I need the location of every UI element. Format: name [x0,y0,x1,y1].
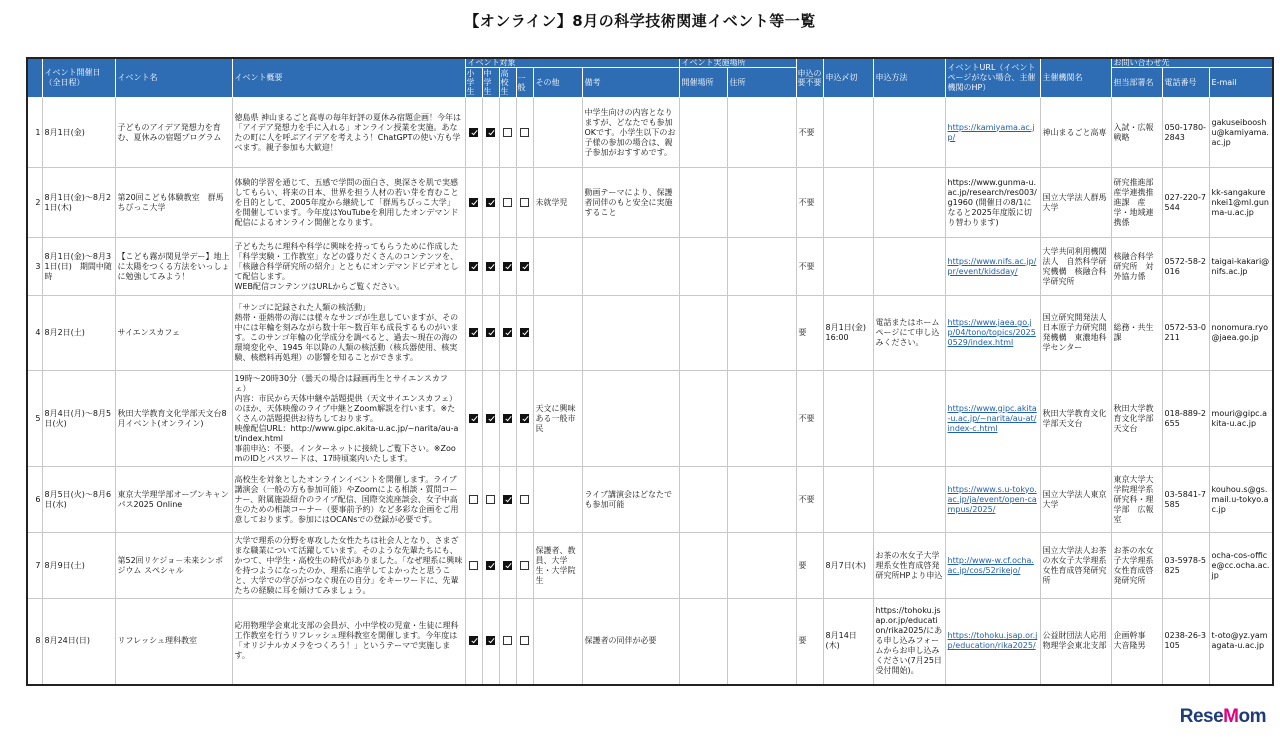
checkbox-high[interactable] [503,262,512,271]
event-name: 第52回リケジョ－未来シンポジウム スペシャル [115,533,232,599]
target-general-cell [516,98,533,168]
event-name: 第20回こども体験教室 群馬ちびっこ大学 [115,168,232,238]
contact-phone: 0572-58-2016 [1162,238,1209,296]
apply-method [873,238,945,296]
event-name: サイエンスカフェ [115,296,232,371]
organizer: 公益財団法人応用物理学会東北支部 [1040,599,1111,685]
event-url-cell [945,599,1040,685]
checkbox-middle[interactable] [486,636,495,645]
event-url-cell [945,238,1040,296]
target-middle-cell [482,533,499,599]
note: 動画テーマにより、保護者同伴のもと安全に実施すること [582,168,679,238]
row-number: 3 [27,238,42,296]
organizer: 国立大学法人お茶の水女子大学理系女性育成啓発研究所 [1040,533,1111,599]
target-middle-cell [482,371,499,467]
header-url: イベントURL（イベントページがない場合、主催機関のHP） [945,58,1040,98]
contact-phone: 03-5841-7585 [1162,467,1209,533]
address [727,168,796,238]
resemom-logo: ReseMom [1179,706,1266,727]
apply-required: 要 [796,599,823,685]
target-other: 未就学児 [533,168,582,238]
checkbox-high[interactable] [503,328,512,337]
target-high-cell [499,371,516,467]
event-date: 8月4日(月)～8月5日(火) [42,371,115,467]
apply-required: 要 [796,533,823,599]
apply-required: 要 [796,296,823,371]
contact-dept: 秋田大学教育文化学部天文台 [1111,371,1162,467]
event-summary: 体験的学習を通じて、五感で学問の面白さ、奥深さを肌で実感してもらい、将来の日本、世界を担う人材の若い芽を育むことを目的として、2005年度から継続して「群馬ちびっこ大学」を開催しています。今年度はYouTubeを利用したオンデマンド配信によるオンライン開催となります。 [232,168,465,238]
table-row [27,533,1273,599]
note [582,533,679,599]
header-other: その他 [533,68,582,98]
event-date: 8月2日(土) [42,296,115,371]
table-row [27,296,1273,371]
checkbox-high[interactable] [503,128,512,137]
checkbox-general[interactable] [520,262,529,271]
address [727,599,796,685]
target-middle-cell [482,238,499,296]
contact-phone: 050-1780-2843 [1162,98,1209,168]
note: 中学生向けの内容となりますが、どなたでも参加OKです。小学生以下のお子様の参加の場合は、親子参加がおすすめです。 [582,98,679,168]
checkbox-general[interactable] [520,636,529,645]
row-number: 7 [27,533,42,599]
checkbox-high[interactable] [503,198,512,207]
header-name: イベント名 [115,58,232,98]
checkbox-middle[interactable] [486,262,495,271]
note: 保護者の同伴が必要 [582,599,679,685]
header-middle: 中学生 [482,68,499,98]
contact-dept: 総務・共生課 [1111,296,1162,371]
apply-deadline [823,238,873,296]
contact-dept: 東京大学大学院理学系研究科・理学部 広報室 [1111,467,1162,533]
header-elementary: 小学生 [465,68,482,98]
event-url-cell [945,467,1040,533]
venue [679,371,727,467]
header-note: 備考 [582,68,679,98]
note [582,296,679,371]
event-url-link[interactable]: http://www-w.cf.ocha.ac.jp/cos/52rikejo/ [947,555,1034,575]
address [727,533,796,599]
header-no [27,58,42,98]
contact-email: t-oto@yz.yamagata-u.ac.jp [1209,599,1273,685]
organizer: 国立研究開発法人日本原子力研究開発機構 東濃地科学センター [1040,296,1111,371]
venue [679,98,727,168]
event-summary: 大学で理系の分野を専攻した女性たちは社会人となり、さまざまな職業について活躍しています。そのような先輩たちにも、かつて、中学生・高校生の時代がありました。「なぜ理系に興味を持つようになったのか、理系に進学してよかったと思うこと、大学での学びがつなぐ現在の自分」をキーワードに、先輩たちの経験に耳を傾けてみましょう。 [232,533,465,599]
contact-dept: 企画幹事 大音隆男 [1111,599,1162,685]
contact-phone: 0238-26-3105 [1162,599,1209,685]
header-date: イベント開催日（全日程） [42,58,115,98]
checkbox-general[interactable] [520,495,529,504]
table-row [27,467,1273,533]
header-group-contact: お問い合わせ先 [1111,58,1273,68]
row-number: 2 [27,168,42,238]
checkbox-elementary[interactable] [469,198,478,207]
apply-method: お茶の水女子大学理系女性育成啓発研究所HPより申込 [873,533,945,599]
target-other [533,238,582,296]
organizer: 大学共同利用機関法人 自然科学研究機構 核融合科学研究所 [1040,238,1111,296]
target-middle-cell [482,296,499,371]
apply-method [873,168,945,238]
event-summary: 子どもたちに理科や科学に興味を持ってもらうために作成した「科学実験・工作教室」などの盛りだくさんのコンテンツを、「核融合科学研究所の紹介」とともにオンデマンドビデオとして配信します。 WEB配信コンテンツはURLからご覧ください。 [232,238,465,296]
target-high-cell [499,533,516,599]
target-other [533,467,582,533]
target-high-cell [499,599,516,685]
checkbox-elementary[interactable] [469,636,478,645]
header-organizer: 主催機関名 [1040,58,1111,98]
header-email: E-mail [1209,68,1273,98]
organizer: 国立大学法人東京大学 [1040,467,1111,533]
event-summary: 19時～20時30分（曇天の場合は録画再生とサイエンスカフェ） 内容：市民から天体中継や話題提供（天文サイエンスカフェ）のほか、天体映像のライブ中継とZoom解説を行います。※たくさんの話題提供お待ちしております。 映像配信URL：http://www.gipc.akita-u.ac.jp/~narita/au-at/index.html 事前申込：不要。インターネットに接続しご覧下さい。※ZoomのIDとパスワードは、17時頃案内いたします。 [232,371,465,467]
apply-deadline: 8月1日(金)16:00 [823,296,873,371]
event-date: 8月1日(金)～8月21日(木) [42,168,115,238]
event-summary: 「サンゴに記録された人類の核活動」 熱帯・亜熱帯の海には様々なサンゴが生息していますが、その中には年輪を刻みながら数十年～数百年も成長するものがいます。このサンゴ年輪の化学成分を調べると、過去～現在の海の環境変化や、1945 年以降の人類の核活動（核兵器使用、核実験、核燃料再処理）の影響を知ることができます。 [232,296,465,371]
row-number: 1 [27,98,42,168]
checkbox-general[interactable] [520,561,529,570]
event-date: 8月1日(金) [42,98,115,168]
target-general-cell [516,238,533,296]
apply-method [873,371,945,467]
address [727,98,796,168]
checkbox-high[interactable] [503,636,512,645]
target-middle-cell [482,599,499,685]
target-high-cell [499,98,516,168]
event-name: 子どものアイデア発想力を育む、夏休みの宿題プログラム [115,98,232,168]
address [727,371,796,467]
contact-email: ocha-cos-office@cc.ocha.ac.jp [1209,533,1273,599]
event-url-cell [945,296,1040,371]
checkbox-middle[interactable] [486,414,495,423]
target-other: 天文に興味ある一般市民 [533,371,582,467]
venue [679,467,727,533]
checkbox-middle[interactable] [486,561,495,570]
target-general-cell [516,296,533,371]
header-dept: 担当部署名 [1111,68,1162,98]
apply-required: 不要 [796,168,823,238]
contact-phone: 018-889-2655 [1162,371,1209,467]
contact-phone: 03-5978-5825 [1162,533,1209,599]
contact-email: taigai-kakari@nifs.ac.jp [1209,238,1273,296]
organizer: 国立大学法人群馬大学 [1040,168,1111,238]
target-elementary-cell [465,533,482,599]
header-group-target: イベント対象 [465,58,679,68]
header-general: 一般 [516,68,533,98]
target-general-cell [516,467,533,533]
checkbox-elementary[interactable] [469,561,478,570]
event-url-cell [945,98,1040,168]
event-url-link[interactable]: https://www.jaea.go.jp/04/tono/topics/20250529/index.html [947,318,1036,347]
target-middle-cell [482,467,499,533]
organizer: 神山まるごと高専 [1040,98,1111,168]
target-general-cell [516,533,533,599]
apply-deadline [823,168,873,238]
header-method: 申込方法 [873,58,945,98]
contact-email: kouhou.s@gs.mail.u-tokyo.ac.jp [1209,467,1273,533]
target-other: 保護者、教員、大学生・大学院生 [533,533,582,599]
apply-method [873,98,945,168]
checkbox-general[interactable] [520,414,529,423]
apply-required: 不要 [796,467,823,533]
checkbox-middle[interactable] [486,198,495,207]
event-name: 秋田大学教育文化学部天文台8月イベント(オンライン) [115,371,232,467]
event-name: 東京大学理学部オープンキャンパス2025 Online [115,467,232,533]
contact-email: mouri@gipc.akita-u.ac.jp [1209,371,1273,467]
row-number: 5 [27,371,42,467]
target-elementary-cell [465,467,482,533]
apply-deadline [823,98,873,168]
checkbox-general[interactable] [520,328,529,337]
checkbox-high[interactable] [503,495,512,504]
venue [679,168,727,238]
venue [679,238,727,296]
header-phone: 電話番号 [1162,68,1209,98]
event-url-link[interactable]: https://www.nifs.ac.jp/pr/event/kidsday/ [947,256,1037,276]
target-other [533,599,582,685]
event-name: 【こども霧が関見学デー】地上に太陽をつくる方法をいっしょに勉強してみよう！ [115,238,232,296]
apply-required: 不要 [796,98,823,168]
apply-deadline [823,371,873,467]
contact-email: gakuseibooshu@kamiyama.ac.jp [1209,98,1273,168]
contact-email: kk-sangakurenkei1@ml.gunma-u.ac.jp [1209,168,1273,238]
event-summary: 応用物理学会東北支部の会員が、小中学校の児童・生徒に理科工作教室を行うリフレッシュ理科教室を開催します。今年度は「オリジナルカメラをつくろう！」というテーマで実施します。 [232,599,465,685]
checkbox-high[interactable] [503,414,512,423]
apply-deadline [823,467,873,533]
apply-method: https://tohoku.jsap.or.jp/education/rika2025/にある申し込みフォームからお申し込みください(7月25日受付開始)。 [873,599,945,685]
header-summary: イベント概要 [232,58,465,98]
venue [679,533,727,599]
apply-method [873,467,945,533]
header-apply-required: 申込の要不要 [796,58,823,98]
organizer: 秋田大学教育文化学部天文台 [1040,371,1111,467]
event-url-cell [945,371,1040,467]
venue [679,296,727,371]
target-elementary-cell [465,238,482,296]
event-url-link[interactable]: https://kamiyama.ac.jp/ [947,122,1035,142]
target-middle-cell [482,168,499,238]
target-high-cell [499,296,516,371]
target-high-cell [499,168,516,238]
event-url-link[interactable]: https://tohoku.jsap.or.jp/education/rika2025/ [947,631,1038,651]
table-row [27,371,1273,467]
contact-dept: 核融合科学研究所 対外協力係 [1111,238,1162,296]
checkbox-elementary[interactable] [469,414,478,423]
event-date: 8月5日(火)～8月6日(水) [42,467,115,533]
event-url-cell [945,168,1040,238]
address [727,296,796,371]
contact-email: nonomura.ryo@jaea.go.jp [1209,296,1273,371]
header-address: 住所 [727,68,796,98]
header-high: 高校生 [499,68,516,98]
target-elementary-cell [465,371,482,467]
table-row [27,599,1273,685]
row-number: 4 [27,296,42,371]
event-url-text: https://www.gunma-u.ac.jp/research/res003/g1960 (開催日の8/1になると2025年度版に切り替わります) [947,177,1037,227]
target-other [533,98,582,168]
target-general-cell [516,371,533,467]
row-number: 6 [27,467,42,533]
apply-deadline: 8月14日(木) [823,599,873,685]
target-high-cell [499,238,516,296]
contact-dept: 入試・広報戦略 [1111,98,1162,168]
table-row [27,98,1273,168]
event-summary: 高校生を対象としたオンラインイベントを開催します。ライブ講演会（一般の方も参加可能）やZoomによる相談・質問コーナー、附属施設紹介のライブ配信、国際交流座談会、女子中高生のための相談コーナー（要事前予約）など多彩な企画をご用意しております。参加にはOCANsでの登録が必要です。 [232,467,465,533]
address [727,467,796,533]
target-other [533,296,582,371]
note [582,371,679,467]
contact-dept: 研究推進部産学連携推進課 産学・地域連携係 [1111,168,1162,238]
table-row [27,168,1273,238]
event-url-cell [945,533,1040,599]
header-group-place: イベント実施場所 [679,58,796,68]
row-number: 8 [27,599,42,685]
target-elementary-cell [465,98,482,168]
target-elementary-cell [465,296,482,371]
target-elementary-cell [465,599,482,685]
page-title: 【オンライン】8月の科学技術関連イベント等一覧 [464,12,816,30]
checkbox-high[interactable] [503,561,512,570]
apply-required: 不要 [796,371,823,467]
contact-dept: お茶の水女子大学理系女性育成啓発研究所 [1111,533,1162,599]
contact-phone: 0572-53-0211 [1162,296,1209,371]
venue [679,599,727,685]
target-middle-cell [482,98,499,168]
apply-method: 電話またはホームページにて申し込みください。 [873,296,945,371]
checkbox-general[interactable] [520,198,529,207]
checkbox-elementary[interactable] [469,128,478,137]
checkbox-elementary[interactable] [469,328,478,337]
event-url-link[interactable]: https://www.gipc.akita-u.ac.jp/~narita/au-at/index-c.html [947,403,1037,433]
event-summary: 徳島県 神山まるごと高専の毎年好評の夏休み宿題企画！今年は「アイデア発想力を手に入れる」オンライン授業を実施。あなたの町に人を呼ぶアイデアを考えよう！ChatGPTの使い方も学べます。親子参加も大歓迎！ [232,98,465,168]
target-high-cell [499,467,516,533]
address [727,238,796,296]
event-date: 8月24日(日) [42,599,115,685]
checkbox-elementary[interactable] [469,262,478,271]
target-elementary-cell [465,168,482,238]
event-date: 8月9日(土) [42,533,115,599]
table-row [27,238,1273,296]
target-general-cell [516,599,533,685]
checkbox-middle[interactable] [486,128,495,137]
events-table [26,57,1274,686]
apply-required: 不要 [796,238,823,296]
header-deadline: 申込〆切 [823,58,873,98]
apply-deadline: 8月7日(木) [823,533,873,599]
checkbox-middle[interactable] [486,495,495,504]
target-general-cell [516,168,533,238]
checkbox-middle[interactable] [486,328,495,337]
note: ライブ講演会はどなたでも参加可能 [582,467,679,533]
note [582,238,679,296]
header-venue: 開催場所 [679,68,727,98]
checkbox-elementary[interactable] [469,495,478,504]
event-name: リフレッシュ理科教室 [115,599,232,685]
event-date: 8月1日(金)～8月31日(日) 期間中随時 [42,238,115,296]
contact-phone: 027-220-7544 [1162,168,1209,238]
event-url-link[interactable]: https://www.s.u-tokyo.ac.jp/ja/event/open-campus/2025/ [947,484,1037,514]
checkbox-general[interactable] [520,128,529,137]
